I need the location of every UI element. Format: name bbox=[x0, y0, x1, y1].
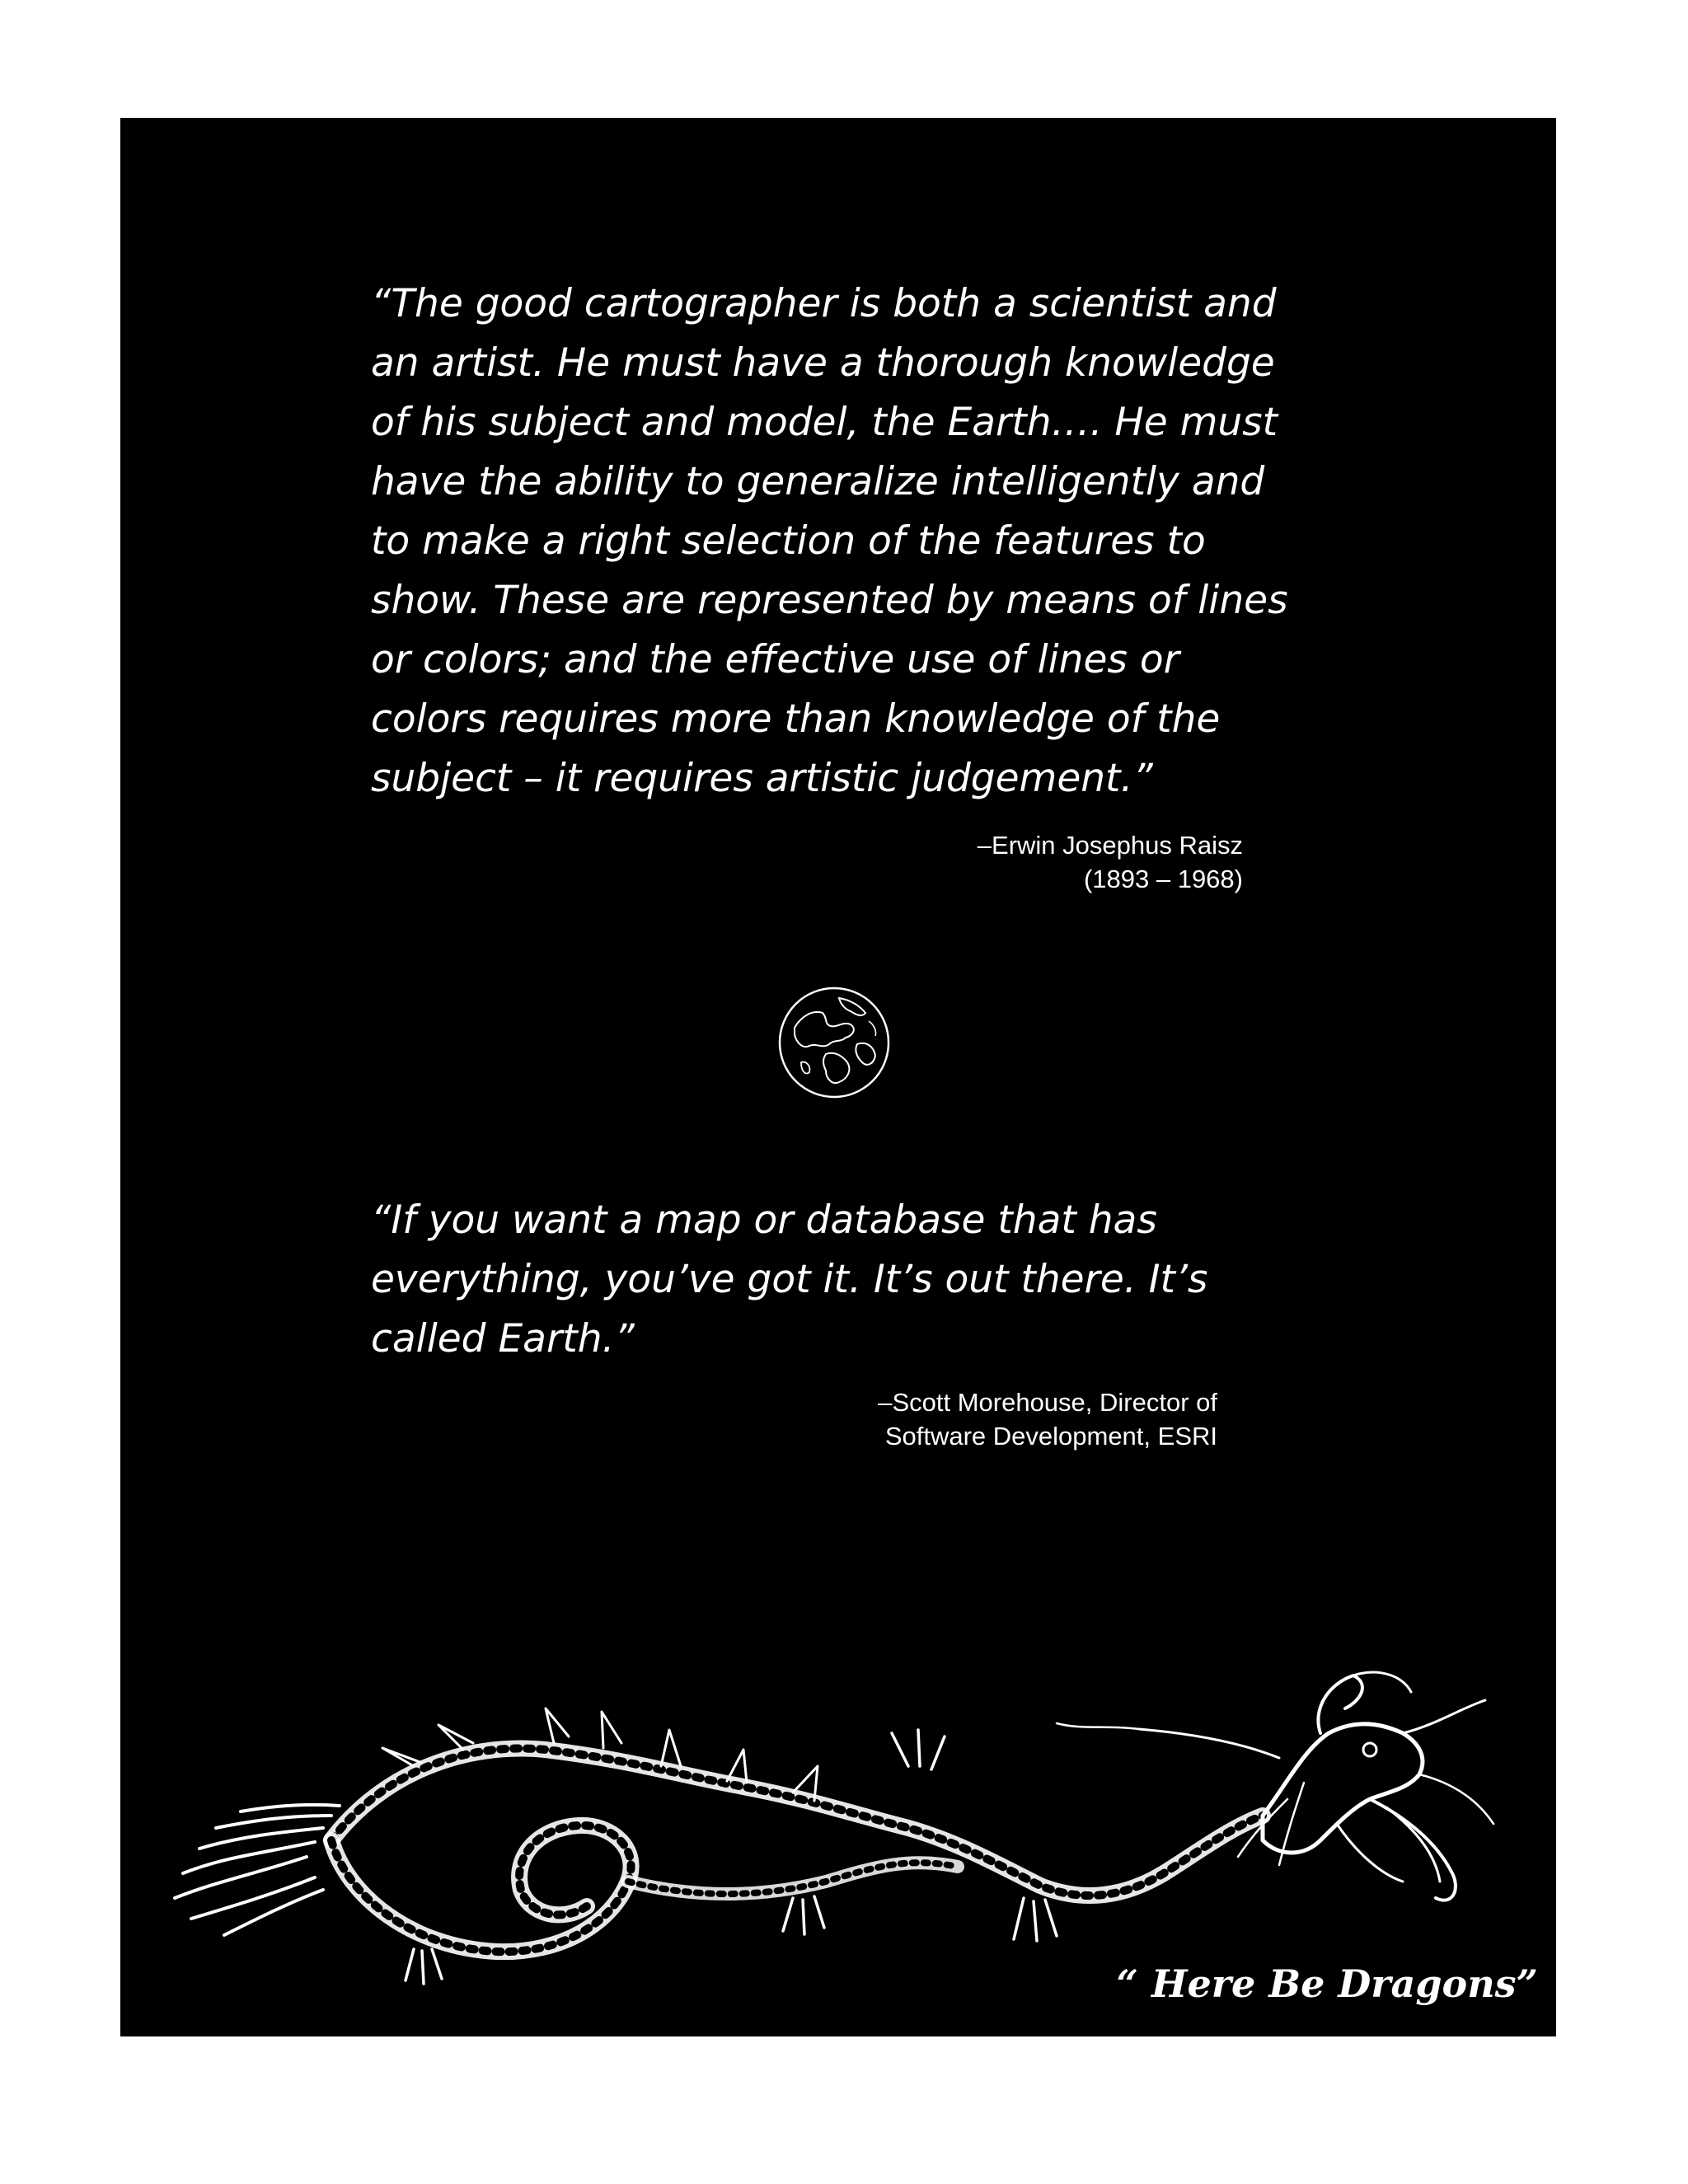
morehouse-attribution bbox=[615, 1385, 1217, 1453]
morehouse-attribution-line2: Software Development, ESRI bbox=[884, 1422, 1217, 1451]
dragon-illustration bbox=[166, 1651, 1502, 1997]
raisz-attribution bbox=[697, 828, 1243, 896]
raisz-dates: (1893 – 1968) bbox=[1083, 865, 1243, 893]
raisz-name: –Erwin Josephus Raisz bbox=[977, 831, 1243, 860]
black-panel bbox=[120, 118, 1556, 2036]
here-be-dragons-caption: “ Here Be Dragons” bbox=[1116, 1961, 1538, 2006]
morehouse-attribution-line1: –Scott Morehouse, Director of bbox=[878, 1388, 1217, 1417]
morehouse-quote: “If you want a map or database that has everything, you’ve got it. It’s out there. It’s called Earth.” bbox=[371, 1197, 1208, 1361]
globe-icon bbox=[776, 985, 892, 1100]
raisz-quote: “The good cartographer is both a scientist and an artist. He must have a thorough knowledge of his subject and model, the Earth…. He must have the ability to generalize intelligently and to make a right selection of the features to show. These are represented by means of lines or colors; and the effective use of lines or colors requires more than knowledge of the subject – it requires artistic judgement.” bbox=[371, 281, 1288, 801]
